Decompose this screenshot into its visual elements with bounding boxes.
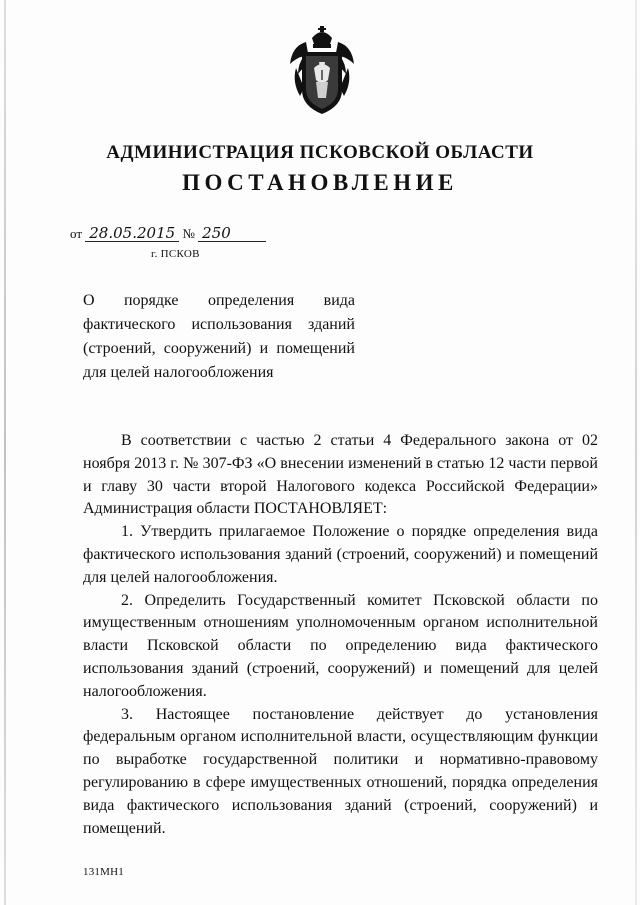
city-label: г. ПСКОВ [151,248,200,260]
scan-edge-right [635,0,637,905]
body-intro-paragraph: В соответствии с частью 2 статьи 4 Федерального закона от 02 ноября 2013 г. № 307-ФЗ «О внесении изменений в статью 12 части первой и главу 30 части второй Налогового кодекса Российской Федерации» Администрация области ПОСТАНОВЛЯЕТ: [83,432,598,518]
subject-line-1: О порядке определения вида [83,292,355,309]
number-prefix: № [182,226,195,241]
number-value: 250 [198,225,266,242]
date-prefix: от [70,226,83,241]
scan-edge-left [4,0,6,905]
subject-line-3: (строений, сооружений) и помещений [83,340,355,357]
organization-title: АДМИНИСТРАЦИЯ ПСКОВСКОЙ ОБЛАСТИ [106,142,534,163]
date-number-line [70,225,266,242]
subject-line-2: фактического использования зданий [83,316,355,333]
date-value: 28.05.2015 [85,225,179,242]
body-item-1: 1. Утвердить прилагаемое Положение о порядке определения вида фактического использования зданий (строений, сооружений) и помещений для целей налогообложения. [83,523,598,586]
coat-of-arms-icon [286,24,358,116]
document-body [83,430,598,840]
footer-code: 131МН1 [83,866,124,878]
subject-line-4: для целей налогообложения [83,364,274,381]
body-item-3: 3. Настоящее постановление действует до установления федеральным органом исполнительной власти, осуществляющим функции по выработке государственной политики и нормативно-правовому регулированию в сфере имущественных отношений, порядка определения вида фактического использования зданий (строений, сооружений) и помещений. [83,705,598,837]
document-subject [83,289,355,385]
document-type-title: ПОСТАНОВЛЕНИЕ [182,170,458,195]
body-item-2: 2. Определить Государственный комитет Псковской области по имущественным отношениям уполномоченным органом исполнительной власти Псковской области по определению вида фактического использования зданий (строений, сооружений) и помещений для целей налогообложения. [83,591,598,700]
